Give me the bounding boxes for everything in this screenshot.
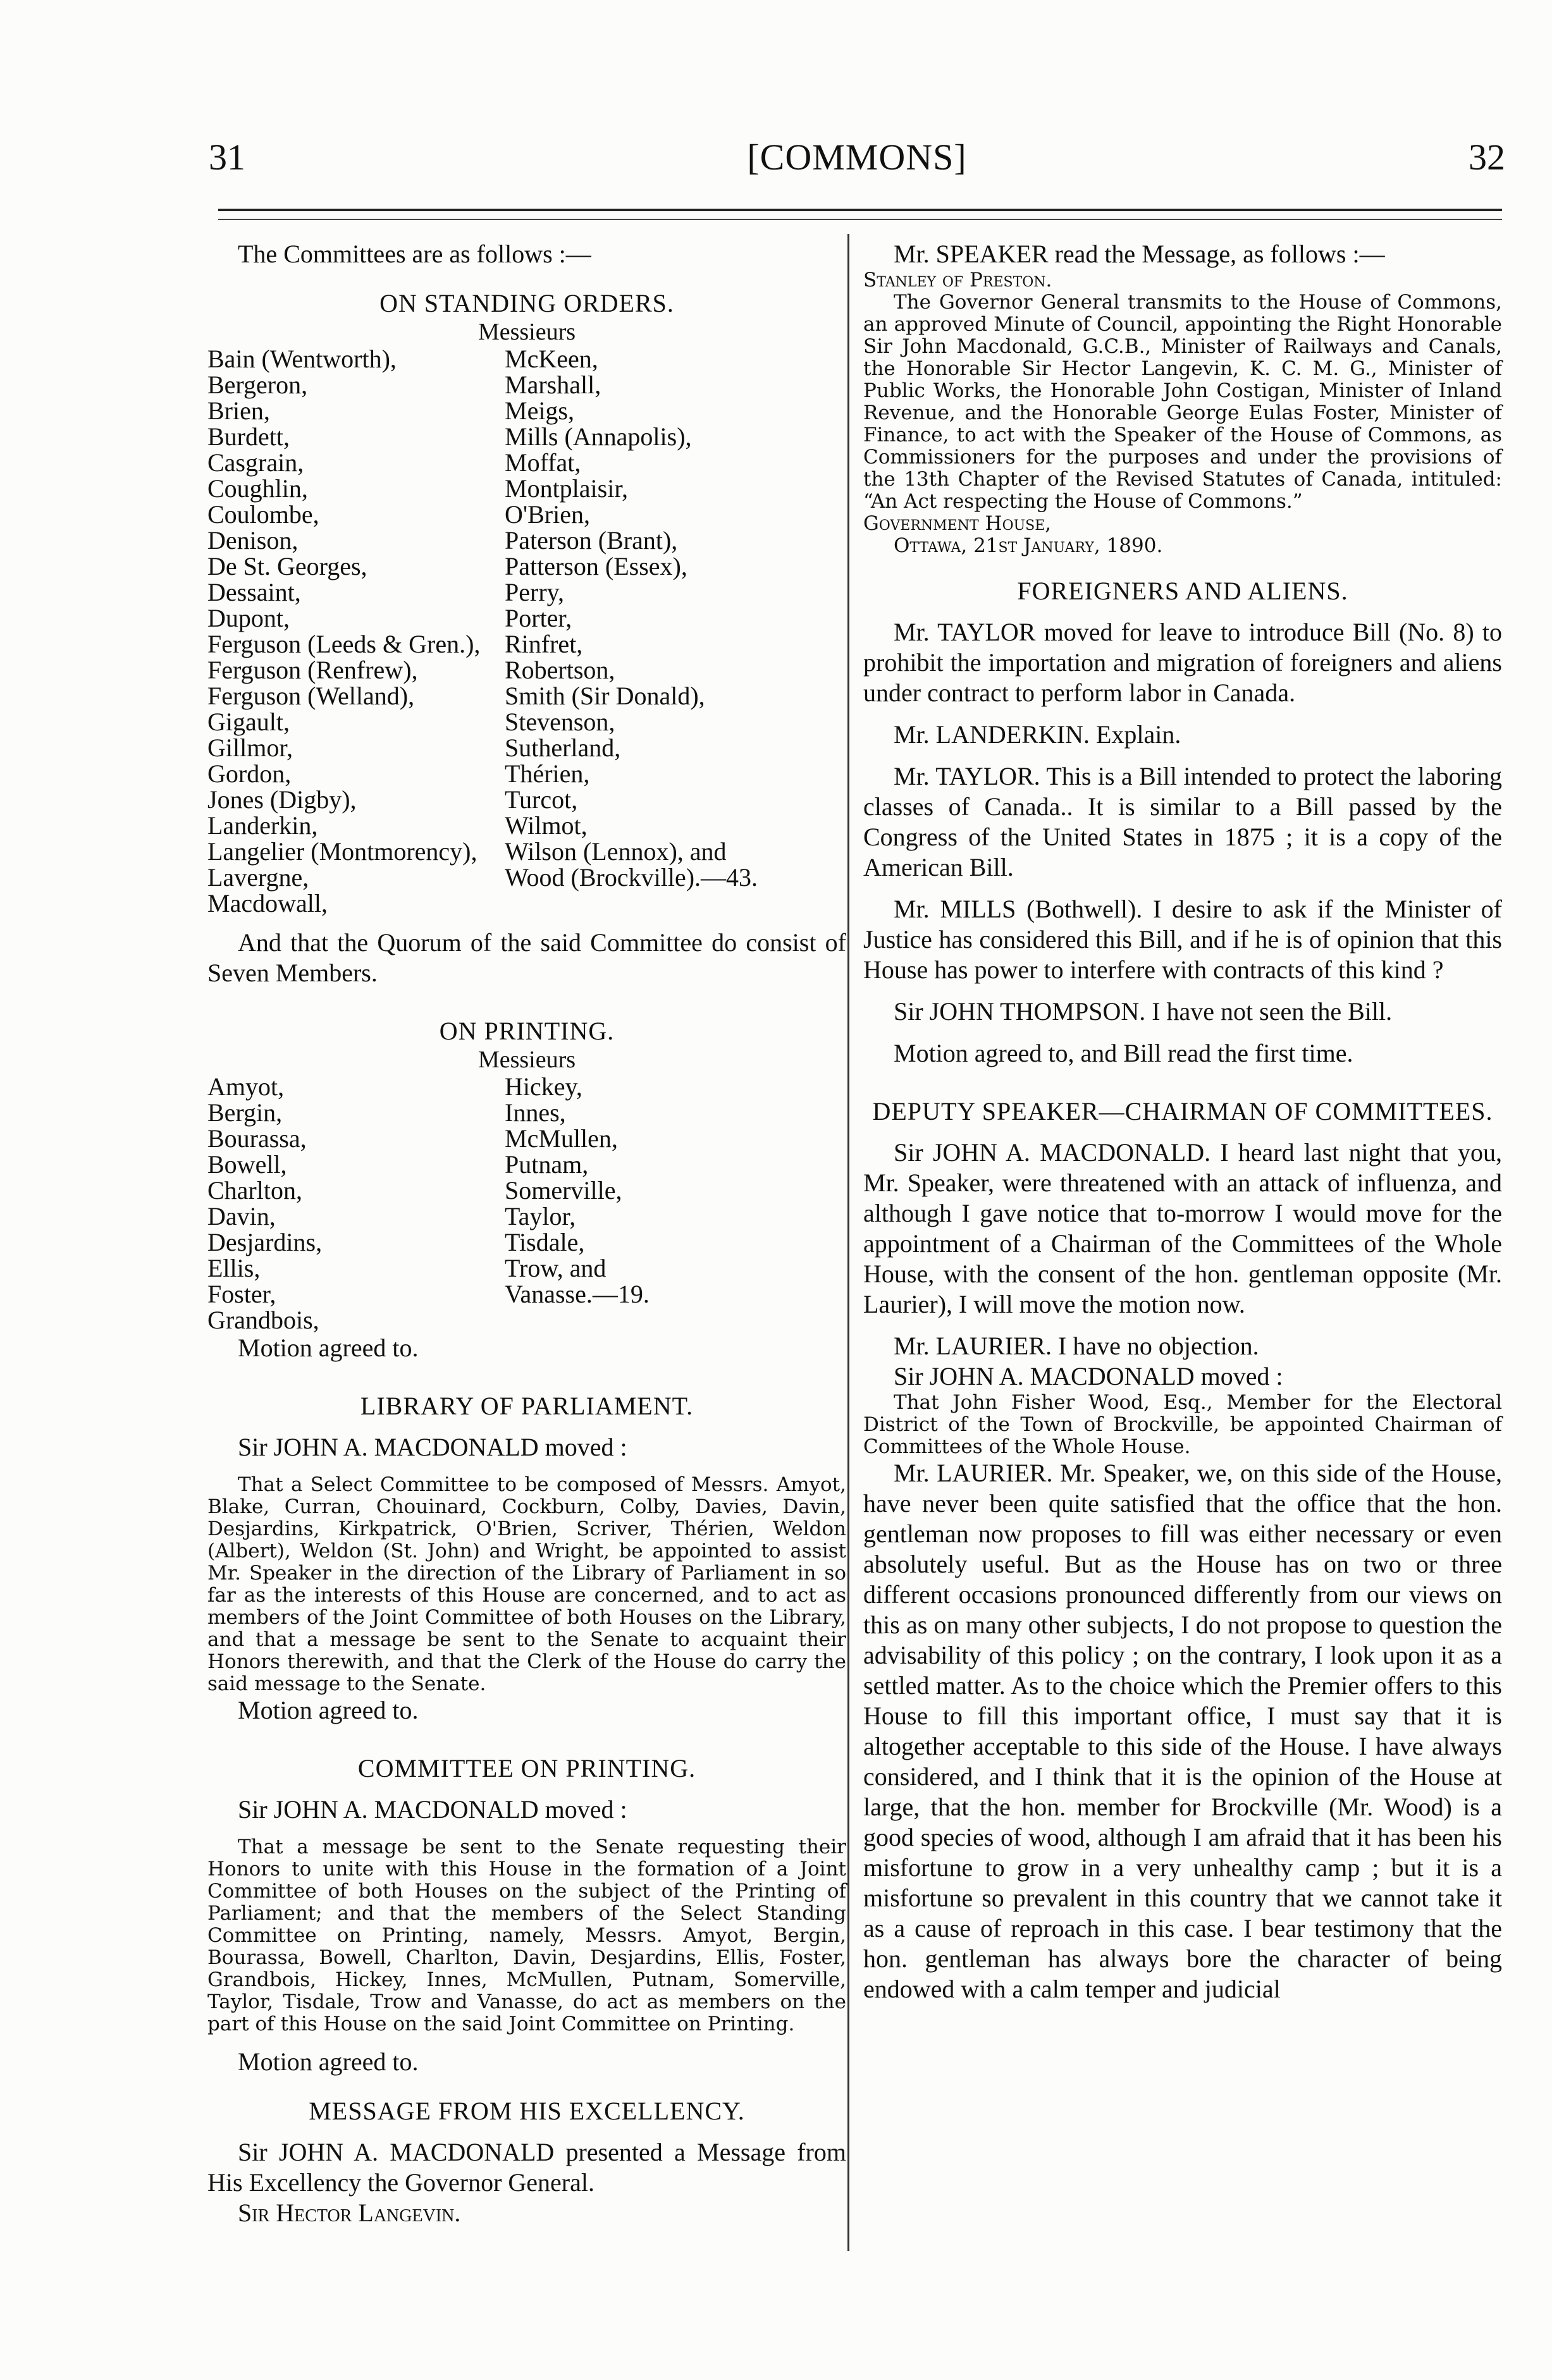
member-name: Tisdale, bbox=[505, 1228, 585, 1256]
member-name: Landerkin, bbox=[207, 811, 318, 840]
member-name: Amyot, bbox=[207, 1072, 285, 1101]
member-name: Coulombe, bbox=[207, 500, 319, 529]
standing-messieurs: Messieurs bbox=[477, 319, 576, 345]
printing-agreed: Motion agreed to. bbox=[238, 1334, 419, 1362]
ottawa-date: Ottawa, 21st January, 1890. bbox=[894, 534, 1163, 557]
member-name: Macdowall, bbox=[207, 889, 328, 917]
member-name: Vanasse.—19. bbox=[505, 1280, 650, 1308]
member-name: De St. Georges, bbox=[207, 552, 367, 580]
member-name: Mills (Annapolis), bbox=[505, 422, 692, 451]
member-name bbox=[505, 890, 846, 916]
committee-printing-heading: COMMITTEE ON PRINTING. bbox=[357, 1754, 696, 1782]
member-name: Langelier (Montmorency), bbox=[207, 837, 477, 866]
deputy-heading: DEPUTY SPEAKER—CHAIRMAN OF COMMITTEES. bbox=[872, 1097, 1493, 1126]
committees-intro: The Committees are as follows :— bbox=[238, 240, 591, 268]
deputy-motion: That John Fisher Wood, Esq., Member for the Electoral District of the Town of Brockville, be appointed Chairman of Committees of the Whole House. bbox=[863, 1391, 1502, 1458]
member-name: Ferguson (Leeds & Gren.), bbox=[207, 630, 481, 658]
foreigners-p1: Mr. TAYLOR moved for leave to introduce Bill (No. 8) to prohibit the importation and migration of foreigners and aliens under contract to perform labor in Canada. bbox=[863, 618, 1502, 707]
deputy-p4: Mr. LAURIER. Mr. Speaker, we, on this side of the House, have never been quite satisfied that the office that the hon. gentleman now proposes to fill was either necessary or even absolutely useful. But as the House has on two or three different occasions pronounced differently from our views on this as on many other subjects, I do not propose to question the advisability of this policy ; on the contrary, I look upon it as a settled matter. As to the choice which the Premier offers to this House to fill this important office, I must say that it is altogether acceptable to this side of the House. I have always considered, and I think that it is the opinion of the House at large, that the hon. member for Brockville (Mr. Wood) is a good species of wood, although I am afraid that it has been his misfortune to grow in a very unhealthy camp ; but it is a misfortune so prevalent in this country that we cannot take it as a cause of reproach in this case. I bear testimony that the hon. gentleman has always bore the character of being endowed with a calm temper and judicial bbox=[863, 1459, 1502, 2003]
member-name: Hickey, bbox=[505, 1072, 582, 1101]
member-name: Foster, bbox=[207, 1280, 276, 1308]
member-name: Rinfret, bbox=[505, 630, 583, 658]
page-number-right: 32 bbox=[1469, 137, 1505, 178]
member-name: O'Brien, bbox=[505, 500, 590, 529]
member-name: Bergeron, bbox=[207, 371, 308, 399]
member-name: Moffat, bbox=[505, 448, 581, 477]
printing-messieurs: Messieurs bbox=[477, 1046, 576, 1073]
deputy-p1: Sir JOHN A. MACDONALD. I heard last night that you, Mr. Speaker, were threatened with an attack of influenza, and although I gave notice that to-morrow I would move for the appointment of a Chairman of the Committees of the Whole House, with the consent of the hon. gentleman opposite (Mr. Laurier), I will move the motion now. bbox=[863, 1138, 1502, 1318]
message-presented: Sir JOHN A. MACDONALD presented a Message from His Excellency the Governor General. bbox=[207, 2138, 846, 2197]
member-name: Brien, bbox=[207, 396, 270, 425]
page-number-left: 31 bbox=[209, 137, 245, 178]
member-name: Perry, bbox=[505, 578, 565, 606]
member-name: Denison, bbox=[207, 526, 299, 555]
member-name: Charlton, bbox=[207, 1176, 302, 1205]
member-name: Smith (Sir Donald), bbox=[505, 682, 705, 710]
running-title: [COMMONS] bbox=[747, 137, 967, 178]
header-rule-thin bbox=[218, 219, 1502, 220]
member-name: Burdett, bbox=[207, 422, 290, 451]
member-name: Montplaisir, bbox=[505, 474, 629, 503]
member-name: Bowell, bbox=[207, 1150, 287, 1179]
member-name: Wilmot, bbox=[505, 811, 588, 840]
member-name: Marshall, bbox=[505, 371, 601, 399]
member-name: Dessaint, bbox=[207, 578, 301, 606]
foreigners-p4: Mr. MILLS (Bothwell). I desire to ask if the Minister of Justice has considered this Bill, and if he is of opinion that this House has power to interfere with contracts of this kind ? bbox=[863, 895, 1502, 984]
committee-printing-moved: Sir JOHN A. MACDONALD moved : bbox=[238, 1795, 627, 1824]
member-name: Ferguson (Renfrew), bbox=[207, 656, 418, 684]
foreigners-p3: Mr. TAYLOR. This is a Bill intended to protect the laboring classes of Canada.. It is similar to a Bill passed by the Congress of the United States in 1875 ; it is a copy of the American Bill. bbox=[863, 762, 1502, 881]
committee-printing-text: That a message be sent to the Senate requesting their Honors to unite with this House in the formation of a Joint Committee of both Houses on the subject of the Printing of Parliament; and that the members of the Select Standing Committee on Printing, namely, Messrs. Amyot, Bergin, Bourassa, Bowell, Charlton, Davin, Desjardins, Ellis, Foster, Grandbois, Hickey, Innes, McMullen, Putnam, Somerville, Taylor, Tisdale, Trow and Vanasse, do act as members on the part of this House on the said Joint Committee on Printing. bbox=[207, 1836, 846, 2035]
page-header bbox=[209, 136, 1505, 193]
foreigners-p6: Motion agreed to, and Bill read the first time. bbox=[894, 1039, 1353, 1067]
library-motion-text: That a Select Committee to be composed of Messrs. Amyot, Blake, Curran, Chouinard, Cockburn, Colby, Davies, Davin, Desjardins, Kirkpatrick, O'Brien, Scriver, Thérien, Weldon (Albert), Weldon (St. John) and Wright, be appointed to assist Mr. Speaker in the direction of the Library of Parliament in so far as the interests of this House are concerned, and to act as members of the Joint Committee of both Houses on the Library, and that a message be sent to the Senate to acquaint their Honors therewith, and that the Clerk of the House do carry the said message to the Senate. bbox=[207, 1473, 846, 1695]
member-name: Robertson, bbox=[505, 656, 615, 684]
member-name: Bain (Wentworth), bbox=[207, 345, 397, 373]
member-name: Trow, and bbox=[505, 1254, 607, 1282]
member-name: Grandbois, bbox=[207, 1306, 319, 1334]
member-name: Gillmor, bbox=[207, 733, 293, 762]
library-agreed: Motion agreed to. bbox=[238, 1696, 419, 1724]
left-column bbox=[207, 239, 846, 2228]
governor-message-text: The Governor General transmits to the House of Commons, an approved Minute of Council, appointing the Right Honorable Sir John Macdonald, G.C.B., Minister of Railways and Canals, the Honorable Sir Hector Langevin, K. C. M. G., Minister of Public Works, the Honorable John Costigan, Minister of Inland Revenue, and the Honorable George Eulas Foster, Minister of Finance, to act with the Speaker of the House of Commons, as Commissioners for the purposes and under the provisions of the 13th Chapter of the Revised Statutes of Canada, intituled: “An Act respecting the House of Commons.” bbox=[863, 291, 1502, 513]
committee-printing-agreed: Motion agreed to. bbox=[238, 2047, 419, 2076]
member-name: Davin, bbox=[207, 1202, 276, 1230]
member-name: Gordon, bbox=[207, 759, 292, 788]
member-name bbox=[505, 1307, 846, 1333]
message-signature: Sir Hector Langevin. bbox=[238, 2199, 461, 2227]
member-name: Thérien, bbox=[505, 759, 590, 788]
member-name: Innes, bbox=[505, 1098, 566, 1127]
member-name: Putnam, bbox=[505, 1150, 589, 1179]
member-name: Patterson (Essex), bbox=[505, 552, 687, 580]
member-name: Gigault, bbox=[207, 708, 290, 736]
message-heading: MESSAGE FROM HIS EXCELLENCY. bbox=[309, 2097, 745, 2125]
member-name: Wood (Brockville).—43. bbox=[505, 863, 758, 892]
member-name: Paterson (Brant), bbox=[505, 526, 678, 555]
member-name: Porter, bbox=[505, 604, 572, 632]
member-name: Coughlin, bbox=[207, 474, 308, 503]
member-name: Ferguson (Welland), bbox=[207, 682, 415, 710]
deputy-p2: Mr. LAURIER. I have no objection. bbox=[894, 1332, 1259, 1360]
member-name: Sutherland, bbox=[505, 733, 621, 762]
member-name: Ellis, bbox=[207, 1254, 261, 1282]
foreigners-heading: FOREIGNERS AND ALIENS. bbox=[1017, 577, 1348, 605]
member-name: Bergin, bbox=[207, 1098, 283, 1127]
member-name: Bourassa, bbox=[207, 1124, 307, 1153]
member-name: Taylor, bbox=[505, 1202, 576, 1230]
printing-heading: ON PRINTING. bbox=[439, 1017, 615, 1045]
member-name: McKeen, bbox=[505, 345, 598, 373]
member-name: Turcot, bbox=[505, 785, 578, 814]
member-name: Wilson (Lennox), and bbox=[505, 837, 727, 866]
government-house: Government House, bbox=[863, 512, 1052, 535]
foreigners-p2: Mr. LANDERKIN. Explain. bbox=[894, 720, 1181, 749]
speaker-read: Mr. SPEAKER read the Message, as follows :— bbox=[894, 240, 1385, 268]
right-column bbox=[863, 239, 1502, 2004]
foreigners-p5: Sir JOHN THOMPSON. I have not seen the Bill. bbox=[894, 997, 1393, 1026]
library-heading: LIBRARY OF PARLIAMENT. bbox=[360, 1392, 694, 1420]
deputy-p3: Sir JOHN A. MACDONALD moved : bbox=[894, 1362, 1283, 1390]
column-divider bbox=[847, 234, 849, 2251]
library-moved: Sir JOHN A. MACDONALD moved : bbox=[238, 1433, 627, 1461]
member-name: Dupont, bbox=[207, 604, 290, 632]
member-name: Stevenson, bbox=[505, 708, 615, 736]
member-name: Casgrain, bbox=[207, 448, 304, 477]
member-name: Meigs, bbox=[505, 396, 574, 425]
member-name: Desjardins, bbox=[207, 1228, 323, 1256]
member-name: McMullen, bbox=[505, 1124, 618, 1153]
header-rule bbox=[218, 209, 1502, 211]
standing-quorum: And that the Quorum of the said Committee do consist of Seven Members. bbox=[207, 928, 846, 987]
member-name: Lavergne, bbox=[207, 863, 309, 892]
standing-orders-heading: ON STANDING ORDERS. bbox=[379, 289, 674, 317]
member-name: Jones (Digby), bbox=[207, 785, 357, 814]
member-name: Somerville, bbox=[505, 1176, 622, 1205]
standing-orders-members bbox=[207, 346, 846, 916]
message-from: Stanley of Preston. bbox=[863, 269, 1052, 291]
printing-members bbox=[207, 1074, 846, 1333]
